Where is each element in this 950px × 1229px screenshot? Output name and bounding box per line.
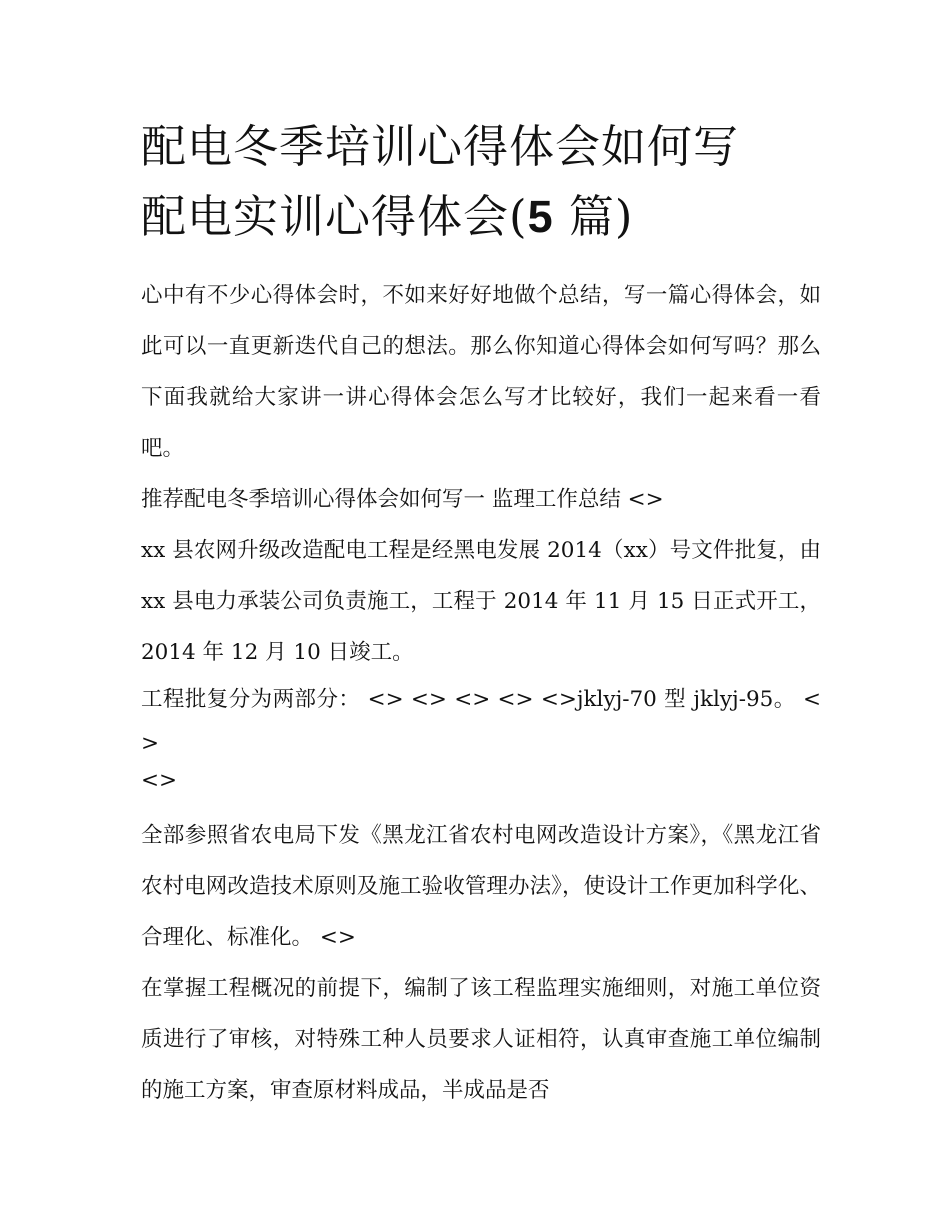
document-content	[141, 112, 821, 1116]
paragraph-recommend: 推荐配电冬季培训心得体会如何写一 监理工作总结 <>	[141, 487, 664, 512]
paragraph-placeholder: <>	[141, 768, 178, 793]
title-line-2-number: 5	[527, 191, 554, 242]
paragraph-supervision: 在掌握工程概况的前提下，编制了该工程监理实施细则，对施工单位资质进行了审核，对特殊工种人员要求人证相符，认真审查施工单位编制的施工方案，审查原材料成品，半成品是否	[141, 976, 821, 1103]
title-line-1: 配电冬季培训心得体会如何写	[141, 120, 740, 173]
paragraph-project-approval: 工程批复分为两部分： <> <> <> <> <>jklyj-70 型 jklyj-95。 <>	[141, 687, 821, 756]
document-title	[141, 112, 821, 252]
paragraph-project-overview: xx 县农网升级改造配电工程是经黑电发展 2014（xx）号文件批复，由 xx 县电力承装公司负责施工，工程于 2014 年 11 月 15 日正式开工，2014 年 12 月 10 日竣工。	[141, 538, 821, 665]
paragraph-intro: 心中有不少心得体会时，不如来好好地做个总结，写一篇心得体会，如此可以一直更新迭代自己的想法。那么你知道心得体会如何写吗？那么下面我就给大家讲一讲心得体会怎么写才比较好，我们一起来看一看吧。	[141, 283, 821, 461]
title-line-2	[141, 182, 821, 252]
title-line-2-text: 配电实训心得体会(	[141, 190, 528, 243]
title-line-2-tail: 篇)	[553, 190, 634, 243]
paragraph-design-standards: 全部参照省农电局下发《黑龙江省农村电网改造设计方案》，《黑龙江省农村电网改造技术原则及施工验收管理办法》，使设计工作更加科学化、合理化、标准化。 <>	[141, 823, 821, 950]
